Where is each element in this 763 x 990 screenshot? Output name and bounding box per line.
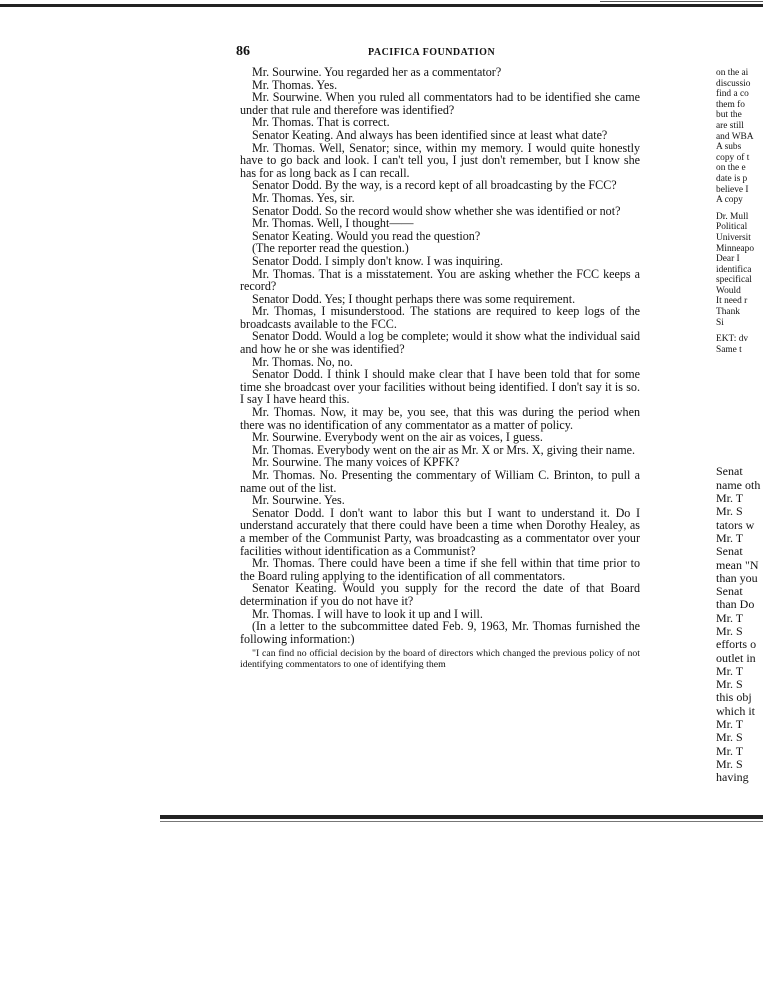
transcript-paragraph: Senator Dodd. So the record would show whether she was identified or not? bbox=[252, 203, 621, 218]
bottom-rule bbox=[160, 815, 763, 819]
right-fragment-line: outlet in bbox=[716, 650, 756, 665]
right-fragment-line: Mr. S bbox=[716, 677, 743, 692]
transcript-paragraph: Mr. Thomas. Yes, sir. bbox=[252, 190, 355, 205]
transcript-paragraph: Mr. Thomas. No, no. bbox=[252, 354, 353, 369]
right-column-top bbox=[716, 68, 763, 465]
right-fragment-line: A subs bbox=[716, 142, 742, 153]
right-fragment-line: Mr. S bbox=[716, 730, 743, 745]
right-fragment-line: Mr. S bbox=[716, 624, 743, 638]
transcript-paragraph: Mr. Thomas. Well, I thought—— bbox=[252, 216, 414, 231]
transcript-paragraph: Mr. Thomas. That is a misstatement. You are asking whether the FCC keeps a record? bbox=[240, 266, 640, 294]
right-fragment-line: Mr. T bbox=[716, 717, 744, 732]
right-fragment-line: on the e bbox=[716, 163, 746, 174]
right-fragment-line: find a co bbox=[716, 89, 749, 100]
transcript-paragraph: Senator Dodd. I think I should make clear that I have been told that for some time she broadcast over your facilities without being identified. I don't say it is so. I say I have heard this. bbox=[240, 367, 640, 407]
running-head: PACIFICA FOUNDATION bbox=[368, 47, 496, 58]
quoted-letter-excerpt: "I can find no official decision by the board of directors which changed the previous policy of not identifying commentators to one of identifying them bbox=[240, 648, 640, 671]
right-fragment-line: and WBA bbox=[716, 131, 754, 142]
right-fragment-line: name oth bbox=[716, 477, 761, 492]
right-fragment-line: Same t bbox=[716, 344, 742, 355]
top-rule bbox=[0, 4, 763, 7]
right-fragment-line: EKT: dv bbox=[716, 334, 749, 345]
transcript-paragraph: Mr. Sourwine. Yes. bbox=[252, 493, 345, 508]
right-fragment-line: Mr. S bbox=[716, 756, 743, 771]
transcript-paragraph: Mr. Thomas. Now, it may be, you see, that this was during the period when there was no identification of any commentator as a matter of policy. bbox=[240, 405, 640, 432]
transcript-paragraph: Mr. Thomas. That is correct. bbox=[252, 115, 390, 130]
right-fragment-line: Si bbox=[716, 317, 724, 328]
right-fragment-line: Senat bbox=[716, 584, 743, 599]
right-fragment-line: Mr. T bbox=[716, 530, 744, 545]
right-fragment-line: Senat bbox=[716, 464, 743, 479]
right-fragment-line: than you bbox=[716, 570, 758, 585]
transcript-paragraph: (The reporter read the question.) bbox=[252, 241, 409, 256]
right-fragment-line: are still bbox=[716, 120, 744, 131]
right-fragment-line: than Do bbox=[716, 597, 755, 612]
transcript-paragraph: (In a letter to the subcommittee dated Feb. 9, 1963, Mr. Thomas furnished the following information:) bbox=[240, 619, 640, 646]
right-fragment-line: Minneapo bbox=[716, 243, 755, 254]
main-column bbox=[240, 66, 640, 670]
transcript-paragraph: Senator Keating. Would you supply for the record the date of that Board determination if you do not have it? bbox=[240, 581, 640, 608]
right-fragment-line: efforts o bbox=[716, 637, 757, 652]
right-fragment-line: which it bbox=[716, 703, 755, 718]
main-page bbox=[236, 44, 640, 671]
page-header bbox=[236, 44, 640, 66]
right-fragment-line: on the ai bbox=[716, 68, 749, 78]
right-fragment-line: Mr. T bbox=[716, 663, 744, 678]
transcript-paragraph: Senator Dodd. I don't want to labor this but I want to understand it. Do I understand accurately that there could have been a time when Dorothy Healey, as a member of the Communist Party, was broadcasting as a commentator over your facilities without identification as a Communist? bbox=[240, 505, 640, 558]
right-fragment-line: Dear I bbox=[716, 254, 740, 265]
transcript-paragraph: Mr. Sourwine. Everybody went on the air as voices, I guess. bbox=[252, 430, 543, 445]
transcript-paragraph: Mr. Thomas, I misunderstood. The stations are required to keep logs of the broadcasts available to the FCC. bbox=[240, 304, 640, 331]
right-fragment-line: Thank bbox=[716, 307, 740, 318]
transcript-paragraph: Mr. Sourwine. When you ruled all commentators had to be identified she came under that rule and therefore was identified? bbox=[240, 90, 640, 117]
right-fragment-line: Would bbox=[716, 285, 741, 296]
right-fragment-line: date is p bbox=[716, 173, 748, 184]
transcript-paragraph: Mr. Thomas. Yes. bbox=[252, 77, 338, 92]
transcript-paragraph: Senator Dodd. Yes; I thought perhaps there was some requirement. bbox=[252, 291, 576, 306]
top-rule-thin bbox=[600, 1, 763, 2]
right-fragment-line: Universit bbox=[716, 232, 751, 243]
right-fragment-line: identifica bbox=[716, 264, 752, 275]
right-fragment-line: mean "N bbox=[716, 557, 759, 572]
right-fragment-line: them fo bbox=[716, 99, 745, 110]
right-fragment-line: discussio bbox=[716, 78, 751, 89]
right-fragment-line: Political bbox=[716, 222, 748, 233]
transcript-paragraph: Mr. Thomas. Everybody went on the air as Mr. X or Mrs. X, giving their name. bbox=[252, 442, 636, 457]
right-fragment-line: tators w bbox=[716, 517, 755, 532]
transcript-paragraph: Mr. Thomas. No. Presenting the commentary of William C. Brinton, to pull a name out of the list. bbox=[240, 468, 640, 495]
transcript-paragraph: Senator Dodd. Would a log be complete; would it show what the individual said and how he or she was identified? bbox=[240, 329, 640, 357]
transcript-paragraph: Senator Keating. And always has been identified since at least what date? bbox=[252, 127, 608, 142]
right-fragment-line: Mr. T bbox=[716, 491, 744, 506]
right-fragment-line: A copy bbox=[716, 195, 743, 206]
right-fragment-line: It need r bbox=[716, 296, 748, 307]
right-fragment-line: Dr. Mull bbox=[716, 211, 749, 222]
right-fragment-line: having bbox=[716, 770, 749, 785]
right-column-fragment bbox=[716, 68, 763, 785]
bottom-rule-thin bbox=[160, 821, 763, 822]
right-fragment-line: Mr. T bbox=[716, 610, 744, 625]
right-fragment-line: Mr. S bbox=[716, 504, 743, 519]
right-fragment-line: copy of t bbox=[716, 152, 750, 163]
page-number: 86 bbox=[236, 44, 250, 59]
transcript-paragraph: Mr. Sourwine. The many voices of KPFK? bbox=[252, 455, 460, 470]
right-fragment-line: believe I bbox=[716, 184, 749, 195]
right-fragment-line: but the bbox=[716, 110, 742, 121]
transcript-paragraph: Senator Keating. Would you read the question? bbox=[252, 228, 481, 243]
right-column-bottom bbox=[716, 465, 763, 784]
transcript-paragraph: Senator Dodd. By the way, is a record kept of all broadcasting by the FCC? bbox=[252, 178, 617, 193]
transcript-paragraph: Mr. Sourwine. You regarded her as a commentator? bbox=[252, 65, 502, 79]
right-column-spacer bbox=[716, 355, 763, 465]
transcript-paragraph: Mr. Thomas. I will have to look it up and I will. bbox=[252, 606, 483, 621]
transcript-paragraph: Mr. Thomas. There could have been a time if she fell within that time prior to the Board ruling applying to the identification of all commentators. bbox=[240, 556, 640, 583]
right-fragment-line: Mr. T bbox=[716, 743, 744, 758]
right-fragment-line: this obj bbox=[716, 690, 752, 705]
right-fragment-line: Senat bbox=[716, 544, 743, 559]
transcript-paragraph: Mr. Thomas. Well, Senator; since, within my memory. I would quite honestly have to go back and look. I can't tell you, I just don't remember, but I know she has for as long back as I can recall. bbox=[240, 140, 640, 180]
right-fragment-line: specifical bbox=[716, 275, 752, 286]
transcript-paragraph: Senator Dodd. I simply don't know. I was inquiring. bbox=[252, 253, 503, 268]
